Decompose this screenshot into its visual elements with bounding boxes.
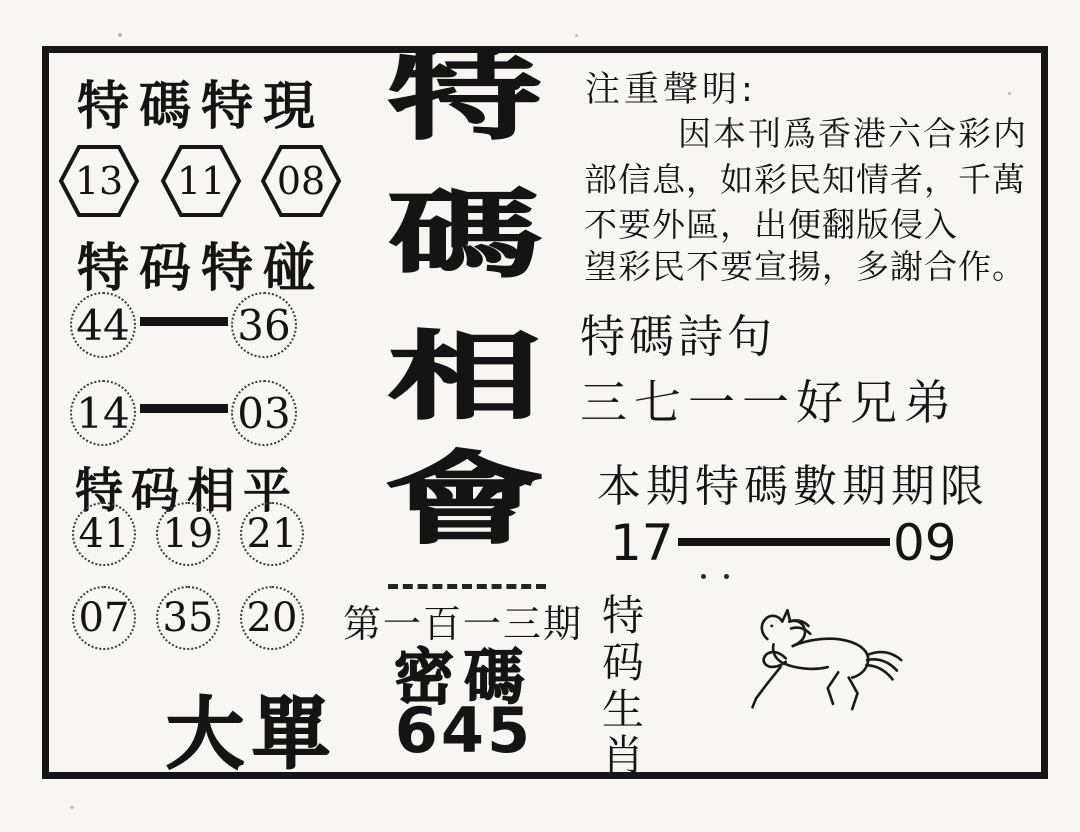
level-number: 41 [72, 502, 136, 566]
hexagon-value: 11 [176, 159, 226, 203]
secret-code-value: 645 [394, 694, 534, 767]
big-single-label: 大單 [166, 690, 339, 780]
zodiac-label-char-2: 码 [602, 638, 645, 687]
notice-line: 部信息，如彩民知情者，千萬 [584, 160, 1026, 199]
hexagon-value: 08 [276, 159, 326, 203]
notice-title: 注重聲明: [585, 70, 757, 110]
pair-number-left: 44 [70, 292, 136, 358]
pair-number-right: 36 [231, 292, 297, 358]
paper-speckle [575, 34, 578, 37]
issue-number-label: 第一百一三期 [342, 602, 583, 646]
hexagon-number [160, 144, 242, 218]
level-number: 21 [240, 502, 304, 566]
hexagon-value: 13 [74, 159, 124, 203]
zodiac-label-char-4: 肖 [602, 731, 645, 780]
pair-number-right: 03 [231, 380, 297, 446]
zodiac-label-char-1: 特 [602, 591, 645, 640]
poem-title: 特碼詩句 [580, 310, 777, 363]
zodiac-label-char-3: 生 [602, 685, 645, 734]
notice-line: 因本刊爲香港六合彩内 [678, 114, 1028, 153]
poem-line: 三七一一好兄弟 [580, 376, 958, 431]
deadline-connector-line [678, 538, 890, 546]
ink-dot [701, 574, 706, 579]
deadline-right-number: 09 [893, 514, 957, 572]
section-title-special-appear: 特碼特現 [77, 77, 326, 137]
notice-line: 望彩民不要宣揚，多謝合作。 [584, 247, 1026, 286]
section-title-special-level: 特码相平 [75, 463, 300, 519]
level-number: 20 [240, 586, 304, 650]
horse-icon [728, 600, 903, 728]
deadline-title: 本期特碼數期期限 [597, 461, 989, 512]
level-number: 19 [156, 502, 220, 566]
dashed-divider [388, 584, 546, 589]
main-title-char-1: 特 [387, 41, 542, 153]
paper-speckle [1008, 92, 1011, 95]
paper-speckle [118, 33, 122, 37]
pair-connector-line [140, 404, 228, 413]
secret-code-label: 密碼 [394, 643, 534, 713]
level-number: 07 [72, 586, 136, 650]
section-title-special-bump: 特码特碰 [77, 239, 326, 299]
deadline-left-number: 17 [610, 514, 674, 572]
pair-connector-line [140, 317, 228, 326]
notice-line: 不要外區，出便翻版侵入 [584, 205, 958, 244]
paper-speckle [70, 806, 74, 809]
hexagon-number [58, 144, 140, 218]
pair-number-left: 14 [70, 380, 136, 446]
main-title-char-4: 會 [384, 441, 545, 558]
main-title-char-3: 相 [387, 321, 542, 433]
level-number: 35 [156, 586, 220, 650]
main-title-char-2: 碼 [387, 179, 542, 291]
ink-dot [724, 574, 729, 579]
